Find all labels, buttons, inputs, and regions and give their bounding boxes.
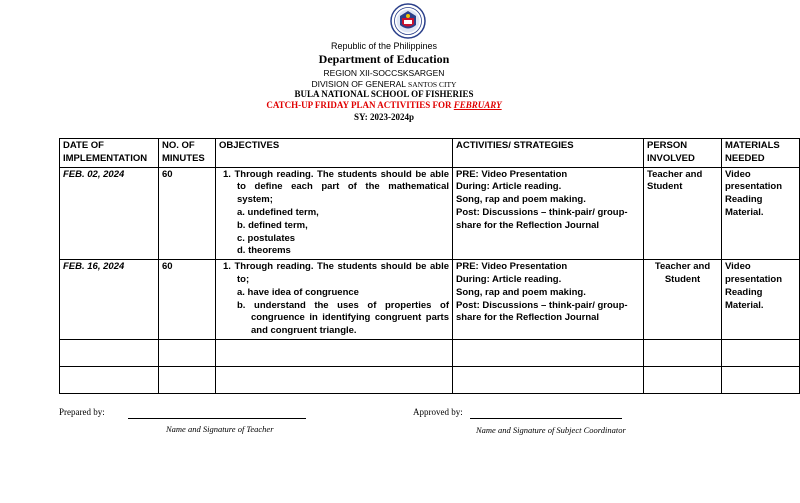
activity-line: During: Article reading. <box>456 273 562 285</box>
row-person: Teacher and Student <box>644 167 722 260</box>
row-date: FEB. 16, 2024 <box>60 260 159 340</box>
table-row-empty <box>60 339 800 366</box>
prepared-by-label: Prepared by: <box>59 407 105 417</box>
material-line: Reading <box>725 194 763 206</box>
plan-table <box>59 138 800 394</box>
activity-line: Song, rap and poem making. <box>456 194 586 206</box>
plan-month: FEBRUARY <box>453 100 502 110</box>
activity-line: PRE: Video Presentation <box>456 168 568 180</box>
objective-item: a. have idea of congruence <box>237 286 359 298</box>
row-activities <box>453 167 644 260</box>
material-line: Material. <box>725 299 764 311</box>
objective-item: b. defined term, <box>237 219 308 231</box>
activity-line: During: Article reading. <box>456 181 562 193</box>
objective-item: d. theorems <box>237 245 291 257</box>
empty-cell <box>216 339 453 366</box>
objective-item: c. postulates <box>237 232 296 244</box>
division-city: SANTOS CITY <box>408 80 457 89</box>
material-line: Video <box>725 261 751 273</box>
empty-cell <box>159 366 216 393</box>
row-person: Teacher and Student <box>644 260 722 340</box>
material-line: presentation <box>725 273 783 285</box>
material-line: Reading <box>725 286 763 298</box>
material-line: Material. <box>725 206 764 218</box>
republic-line: Republic of the Philippines <box>330 41 438 51</box>
row-materials <box>722 260 800 340</box>
objective-item: a. undefined term, <box>237 206 319 218</box>
col-header-objectives: OBJECTIVES <box>216 139 453 168</box>
empty-cell <box>722 339 800 366</box>
empty-cell <box>453 366 644 393</box>
plan-title-prefix: CATCH-UP FRIDAY PLAN ACTIVITIES FOR <box>266 100 452 110</box>
table-row <box>60 260 800 340</box>
plan-title <box>0 100 768 110</box>
deped-seal-icon <box>390 3 426 39</box>
material-line: Video <box>725 168 751 180</box>
objective-main: 1. Through reading. The students should be able to define each part of the mathematical system; <box>223 168 449 206</box>
col-header-activities: ACTIVITIES/ STRATEGIES <box>453 139 644 168</box>
objective-main: 1. Through reading. The students should be able to; <box>223 261 449 285</box>
table-row <box>60 167 800 260</box>
empty-cell <box>60 366 159 393</box>
empty-cell <box>453 339 644 366</box>
activity-line: Post: Discussions – think-pair/ group-share for the Reflection Journal <box>456 206 628 231</box>
school-name: BULA NATIONAL SCHOOL OF FISHERIES <box>294 89 474 99</box>
material-line: presentation <box>725 181 783 193</box>
row-minutes: 60 <box>159 260 216 340</box>
row-minutes: 60 <box>159 167 216 260</box>
col-header-materials: MATERIALS NEEDED <box>722 139 800 168</box>
school-year: SY: 2023-2024p <box>354 112 414 122</box>
row-date: FEB. 02, 2024 <box>60 167 159 260</box>
activity-line: Song, rap and poem making. <box>456 286 586 298</box>
empty-cell <box>216 366 453 393</box>
prepared-caption: Name and Signature of Teacher <box>166 424 274 434</box>
objective-item: b. understand the uses of properties of congruence in identifying congruent parts and congruent triangle. <box>237 299 449 337</box>
row-objectives <box>216 260 453 340</box>
col-header-minutes: NO. OF MINUTES <box>159 139 216 168</box>
row-activities <box>453 260 644 340</box>
row-objectives <box>216 167 453 260</box>
table-header-row <box>60 139 800 168</box>
approved-by-label: Approved by: <box>413 407 463 417</box>
col-header-person: PERSON INVOLVED <box>644 139 722 168</box>
activity-line: PRE: Video Presentation <box>456 261 568 273</box>
department-title: Department of Education <box>318 52 450 66</box>
approved-signature-line <box>470 418 622 419</box>
empty-cell <box>644 339 722 366</box>
division-prefix: DIVISION OF GENERAL <box>311 79 406 89</box>
table-row-empty <box>60 366 800 393</box>
region-line: REGION XII-SOCCSKSARGEN <box>323 68 445 78</box>
empty-cell <box>159 339 216 366</box>
activity-line: Post: Discussions – think-pair/ group-share for the Reflection Journal <box>456 299 628 324</box>
empty-cell <box>644 366 722 393</box>
empty-cell <box>722 366 800 393</box>
row-materials <box>722 167 800 260</box>
approved-caption: Name and Signature of Subject Coordinator <box>476 425 626 435</box>
col-header-date: DATE OF IMPLEMENTATION <box>60 139 159 168</box>
empty-cell <box>60 339 159 366</box>
division-line <box>0 79 768 89</box>
prepared-signature-line <box>128 418 306 419</box>
